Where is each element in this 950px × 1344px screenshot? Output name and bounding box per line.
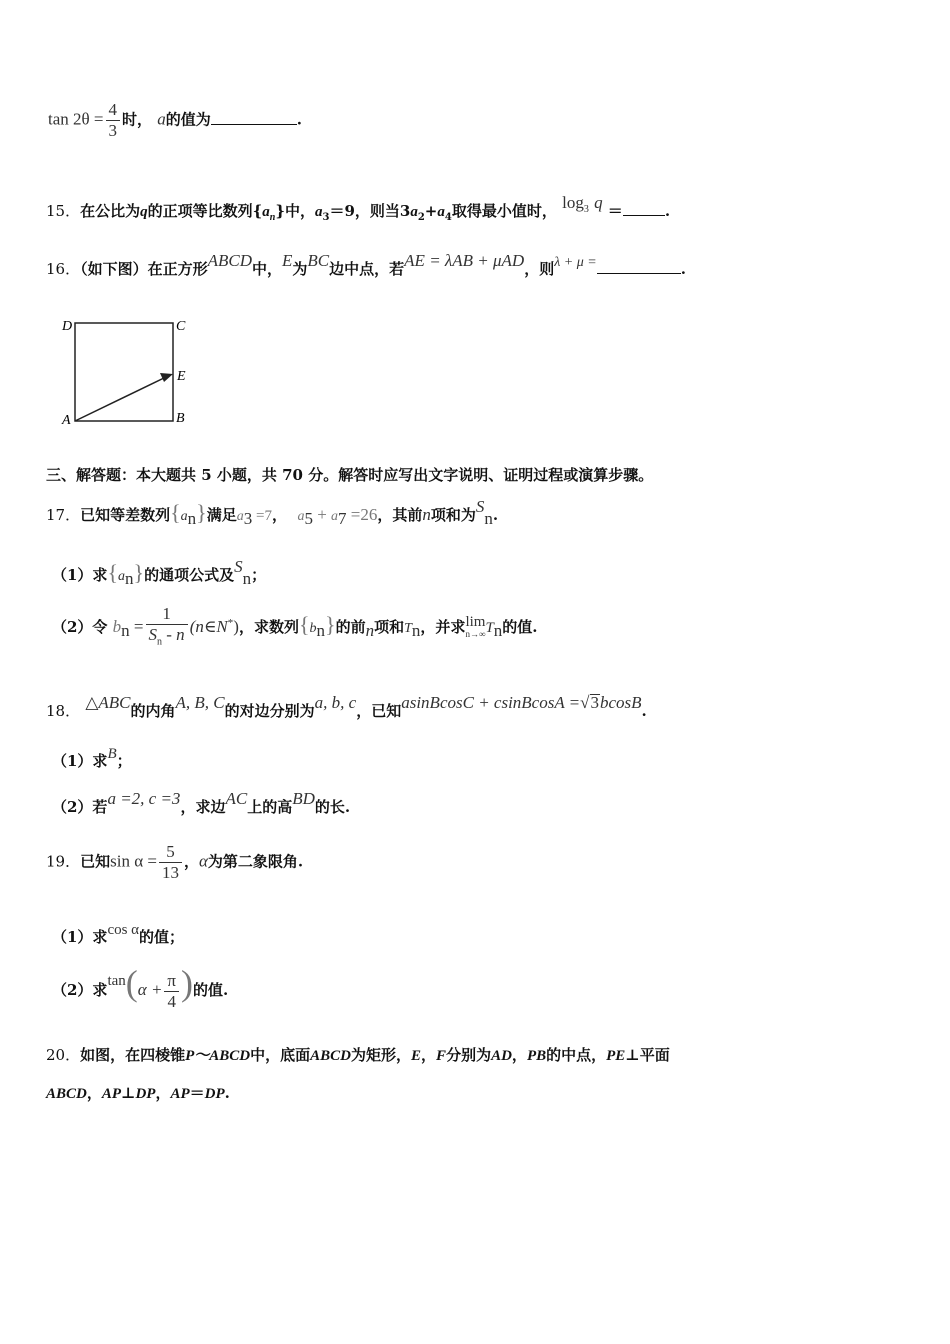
equals: = bbox=[129, 617, 144, 637]
var-t: T bbox=[404, 621, 412, 637]
point-f: F bbox=[436, 1048, 447, 1064]
subscript: n bbox=[125, 569, 134, 588]
vector-expression: AE = λAB + μAD bbox=[404, 251, 525, 270]
var-a: a bbox=[437, 204, 445, 220]
label-b: B bbox=[176, 411, 185, 426]
log-base: 3 bbox=[583, 204, 589, 215]
denominator: 13 bbox=[159, 862, 182, 883]
subscript: 4 bbox=[444, 212, 452, 223]
brace-right: } bbox=[325, 612, 336, 638]
subscript: n bbox=[242, 569, 252, 588]
label-a: A bbox=[62, 413, 71, 428]
var-q: q bbox=[594, 193, 603, 212]
denominator bbox=[146, 624, 188, 652]
segment-pe: PE bbox=[606, 1048, 626, 1064]
plane-abcd: ABCD bbox=[46, 1086, 87, 1102]
text: 取得最小值时， bbox=[451, 202, 557, 220]
var-t: T bbox=[485, 620, 494, 637]
text: 中，底面 bbox=[250, 1046, 311, 1064]
subscript: 3 bbox=[322, 212, 330, 223]
question-18-part-2 bbox=[52, 789, 351, 817]
subscript: 2 bbox=[417, 212, 425, 223]
var-s: S bbox=[148, 625, 158, 644]
text: 满足 bbox=[206, 506, 237, 524]
text: 的内角 bbox=[130, 702, 176, 720]
text: （2）求 bbox=[52, 981, 108, 999]
sqrt-value: 3 bbox=[590, 693, 599, 712]
text: . bbox=[641, 702, 647, 720]
subscript: 5 bbox=[304, 509, 313, 528]
text: 上的高 bbox=[247, 798, 293, 816]
triangle-abc: △ABC bbox=[85, 693, 131, 712]
var-a: a bbox=[236, 509, 244, 524]
answer-blank bbox=[597, 259, 681, 274]
text: ，则 bbox=[524, 260, 555, 278]
lim: lim bbox=[465, 614, 486, 631]
var-s: S bbox=[475, 497, 485, 516]
text: }中， bbox=[275, 202, 315, 220]
denominator: 3 bbox=[106, 120, 121, 141]
segment-dp: DP bbox=[204, 1086, 225, 1102]
segment-dp: DP bbox=[135, 1086, 156, 1102]
plus: + bbox=[312, 505, 332, 524]
sides: a, b, c bbox=[314, 693, 357, 712]
var-q: q bbox=[140, 204, 148, 220]
text: （1）求 bbox=[52, 928, 108, 946]
var-a: a bbox=[180, 509, 188, 524]
numerator: 5 bbox=[166, 842, 175, 861]
sin-expression: sin α = bbox=[110, 851, 157, 871]
question-number: 15． bbox=[46, 202, 81, 220]
var-a: a bbox=[331, 509, 339, 524]
vector-ae bbox=[75, 377, 166, 421]
text: 分别为 bbox=[446, 1046, 492, 1064]
question-number: 18． bbox=[46, 702, 81, 720]
tan: tan bbox=[107, 973, 126, 989]
square-figure bbox=[58, 314, 198, 430]
subscript: n bbox=[484, 509, 493, 528]
label-e: E bbox=[177, 369, 186, 384]
subscript: n bbox=[269, 212, 276, 223]
brace-right: } bbox=[133, 560, 145, 585]
text: + bbox=[424, 202, 438, 220]
side-ac: AC bbox=[225, 789, 248, 808]
var-n: n bbox=[365, 621, 375, 641]
text: 为第二象限角. bbox=[207, 852, 304, 871]
text: 的长. bbox=[314, 798, 351, 816]
section-3-header: 三、解答题：本大题共 5 小题，共 70 分。解答时应写出文字说明、证明过程或演算步骤。 bbox=[46, 466, 654, 484]
paren-left: ( bbox=[125, 963, 138, 1003]
arrow-head bbox=[160, 373, 173, 382]
fraction bbox=[146, 604, 188, 652]
segment-bd: BD bbox=[292, 789, 315, 808]
text: ，求数列 bbox=[238, 618, 299, 637]
brace-left: { bbox=[107, 560, 118, 585]
paren-right: ) bbox=[181, 963, 194, 1003]
angle-b: B bbox=[107, 746, 117, 762]
square bbox=[75, 323, 173, 421]
brace-right: } bbox=[196, 500, 207, 525]
text: 的正项等比数列{ bbox=[147, 202, 263, 220]
text: 的通项公式及 bbox=[144, 566, 235, 584]
text: ， bbox=[183, 852, 199, 871]
question-number: 16． bbox=[46, 260, 81, 278]
sum-expression: λ + μ = bbox=[554, 255, 597, 270]
text: ，并求 bbox=[420, 618, 466, 637]
text: ⊥ bbox=[121, 1084, 136, 1102]
text: （1）求 bbox=[52, 566, 108, 584]
text: 的值. bbox=[502, 618, 538, 637]
text: 已知等差数列 bbox=[80, 506, 171, 524]
answer-blank bbox=[623, 201, 665, 216]
text: 项和 bbox=[374, 618, 405, 637]
fraction bbox=[106, 100, 121, 141]
text: ＝ bbox=[189, 1084, 205, 1102]
text: ， bbox=[511, 1046, 527, 1064]
sqrt-sign: √ bbox=[580, 693, 590, 712]
text: . bbox=[224, 1084, 230, 1102]
var-a: a bbox=[314, 204, 323, 220]
text: ， bbox=[271, 506, 287, 524]
superscript: * bbox=[227, 617, 234, 630]
subscript: n bbox=[157, 636, 163, 648]
text: 的值； bbox=[139, 928, 185, 946]
condition: (n∈N bbox=[189, 617, 228, 637]
value: =26 bbox=[346, 505, 378, 524]
brace-left: { bbox=[170, 500, 181, 525]
question-17-part-1 bbox=[52, 557, 267, 589]
brace-left: { bbox=[298, 612, 310, 638]
question-17 bbox=[46, 497, 499, 529]
subscript: 7 bbox=[338, 509, 347, 528]
question-19 bbox=[46, 842, 303, 883]
text: （2）令 bbox=[52, 618, 108, 637]
label-c: C bbox=[176, 319, 186, 334]
question-20-line-2 bbox=[46, 1082, 230, 1103]
question-17-part-2 bbox=[52, 604, 538, 652]
point-e: E bbox=[411, 1048, 422, 1064]
text: 为矩形， bbox=[351, 1046, 412, 1064]
point-e: E bbox=[282, 251, 293, 270]
text: . bbox=[296, 110, 302, 129]
question-number: 19． bbox=[46, 852, 81, 871]
text: 已知 bbox=[80, 852, 111, 871]
subscript: n bbox=[187, 509, 197, 528]
text: ＝9，则当3 bbox=[329, 202, 411, 220]
text: ， bbox=[86, 1084, 102, 1102]
log-expression bbox=[562, 193, 603, 215]
base: ABCD bbox=[310, 1048, 351, 1064]
denominator: 4 bbox=[164, 991, 179, 1012]
var-b: b bbox=[309, 621, 317, 637]
value: =7 bbox=[252, 508, 272, 524]
segment-pb: PB bbox=[526, 1048, 547, 1064]
question-19-part-2 bbox=[52, 962, 228, 1012]
text: ，已知 bbox=[356, 702, 402, 720]
text: 的对边分别为 bbox=[224, 702, 315, 720]
numerator: π bbox=[167, 970, 177, 990]
pyramid: P～ABCD bbox=[185, 1048, 251, 1064]
condition: a =2, c =3 bbox=[107, 789, 181, 808]
text: 的中点， bbox=[546, 1046, 607, 1064]
var-a: a bbox=[410, 204, 418, 220]
text: 的值为 bbox=[165, 110, 211, 129]
text: - n bbox=[162, 625, 185, 644]
var-a: a bbox=[262, 204, 270, 220]
text: 时， bbox=[122, 110, 153, 129]
answer-blank bbox=[211, 110, 297, 125]
numerator: 1 bbox=[162, 604, 171, 623]
fraction bbox=[159, 842, 182, 883]
question-15 bbox=[46, 193, 671, 223]
segment-ad: AD bbox=[491, 1048, 512, 1064]
numerator: 4 bbox=[108, 100, 117, 119]
subscript: n bbox=[493, 621, 503, 641]
cos-expression: cos α bbox=[107, 922, 140, 938]
var-a: a bbox=[118, 569, 125, 584]
text: ； bbox=[116, 752, 132, 770]
text: 边中点，若 bbox=[329, 260, 405, 278]
text: （如下图）在正方形 bbox=[80, 260, 208, 278]
limit bbox=[465, 616, 485, 640]
tan-expression: tan 2θ = bbox=[48, 109, 104, 129]
text: ， bbox=[155, 1084, 171, 1102]
limit-sub: n→∞ bbox=[465, 629, 486, 640]
question-19-part-1 bbox=[52, 922, 185, 947]
segment-ap: AP bbox=[170, 1086, 190, 1102]
question-20 bbox=[46, 1044, 670, 1065]
text: 的值. bbox=[193, 981, 229, 999]
text: （1）求 bbox=[52, 752, 108, 770]
text: ； bbox=[251, 566, 267, 584]
q14-tail bbox=[48, 100, 302, 141]
var-a: a bbox=[297, 509, 305, 524]
equation: asinBcosC + csinBcosA = bbox=[401, 693, 581, 712]
question-number: 20． bbox=[46, 1046, 81, 1064]
side-bc: BC bbox=[307, 251, 330, 270]
paren: ) bbox=[233, 617, 239, 637]
square-abcd: ABCD bbox=[207, 251, 252, 270]
fraction bbox=[164, 971, 179, 1012]
label-d: D bbox=[62, 319, 73, 334]
var-s: S bbox=[234, 557, 243, 576]
equation: bcosB bbox=[600, 693, 642, 712]
text: . bbox=[492, 506, 499, 524]
var-b: b bbox=[112, 617, 122, 637]
segment-ap: AP bbox=[101, 1086, 122, 1102]
text: ， bbox=[421, 1046, 437, 1064]
text: . bbox=[680, 260, 686, 278]
subscript: n bbox=[411, 621, 421, 641]
var-n: n bbox=[422, 505, 431, 524]
text: 为 bbox=[292, 260, 308, 278]
text: 的前 bbox=[335, 618, 366, 637]
text: ⊥平面 bbox=[625, 1046, 670, 1064]
text: ＝ bbox=[607, 202, 623, 220]
question-number: 17． bbox=[46, 506, 81, 524]
text: ，其前 bbox=[377, 506, 423, 524]
text: 中， bbox=[252, 260, 283, 278]
text: ，求边 bbox=[180, 798, 226, 816]
expression: α + bbox=[137, 980, 163, 999]
log: log bbox=[562, 193, 584, 212]
var-alpha: α bbox=[198, 851, 208, 871]
subscript: n bbox=[121, 621, 130, 641]
subscript: 3 bbox=[243, 509, 253, 528]
question-18-part-1 bbox=[52, 746, 132, 771]
subscript: n bbox=[316, 621, 326, 641]
var-a: a bbox=[157, 109, 166, 129]
text: . bbox=[664, 202, 671, 220]
text: 如图，在四棱锥 bbox=[80, 1046, 186, 1064]
angles: A, B, C bbox=[175, 693, 225, 712]
text: （2）若 bbox=[52, 798, 108, 816]
text: 在公比为 bbox=[80, 202, 141, 220]
question-18 bbox=[46, 693, 647, 721]
question-16 bbox=[46, 251, 686, 279]
text: 项和为 bbox=[430, 506, 476, 524]
